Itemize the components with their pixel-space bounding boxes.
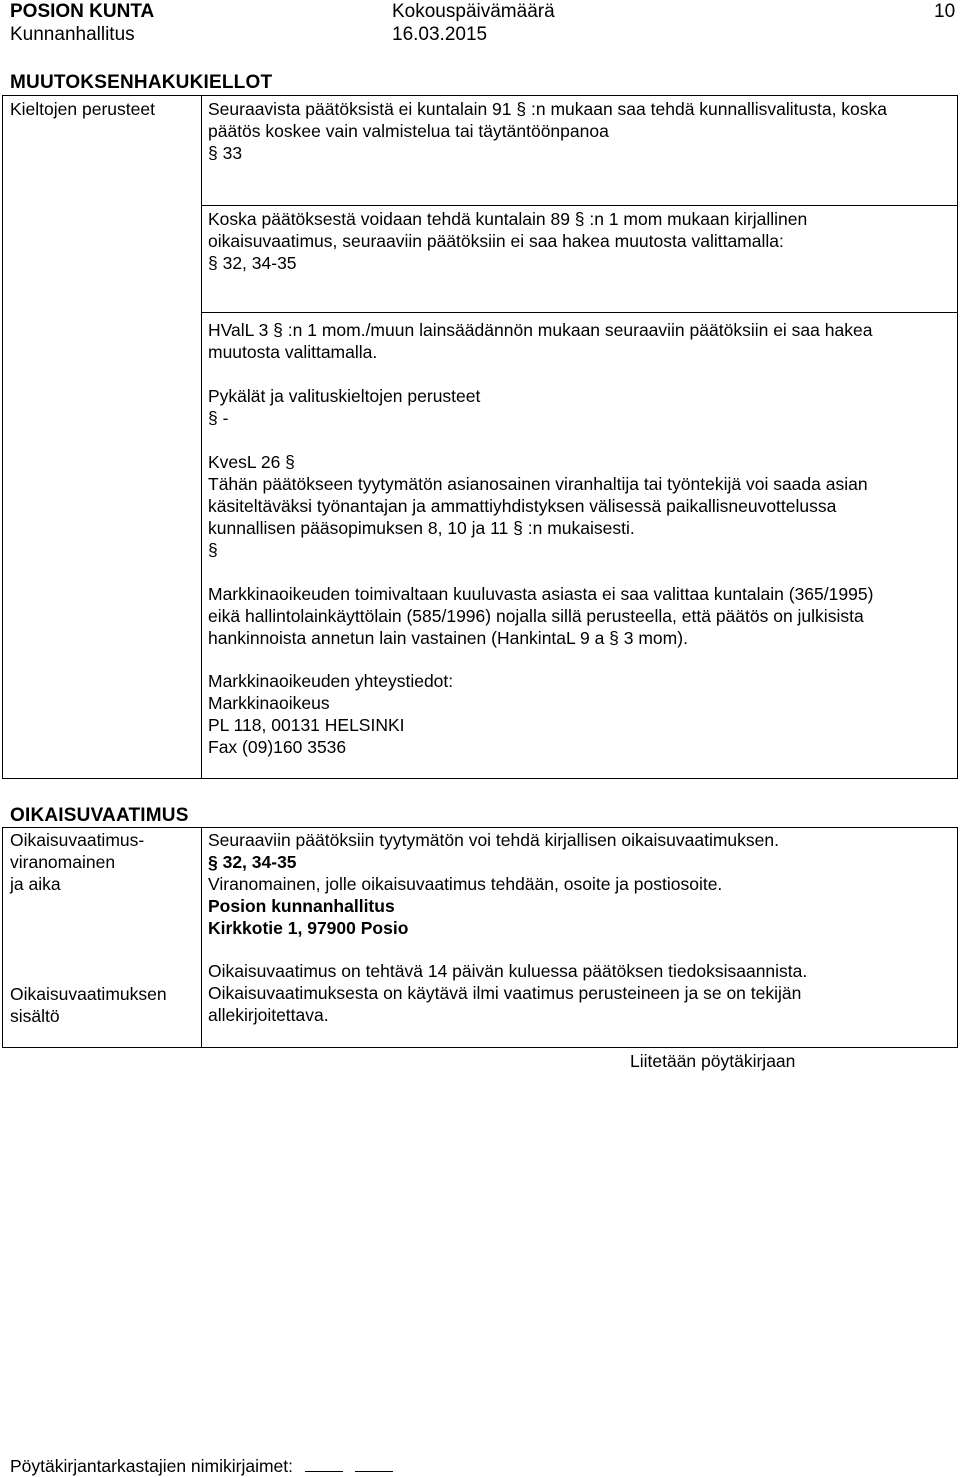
restrictions-paragraph-1: Seuraavista päätöksistä ei kuntalain 91 § :n mukaan saa tehdä kunnallisvalitusta, koska päätös koskee vain valmistelua tai täytäntöönpanoa § 33: [208, 99, 888, 163]
organization-name: POSION KUNTA: [10, 1, 155, 22]
attachment-note: Liitetään pöytäkirjaan: [630, 1051, 796, 1071]
market-court-contact: Markkinaoikeuden yhteystiedot: Markkinaoikeus PL 118, 00131 HELSINKI Fax (09)160 3536: [208, 671, 454, 757]
rectification-authority-text: Seuraaviin päätöksiin tyytymätön voi tehdä kirjallisen oikaisuvaatimuksen. § 32, 34-35 Viranomainen, jolle oikaisuvaatimus tehdään, osoite ja postiosoite. Posion kunnanhallitus Kirkkotie 1, 97900 Posio: [208, 830, 779, 938]
page-number: 10: [934, 1, 956, 22]
signature-blank-1: [305, 1457, 343, 1472]
table-divider: [201, 95, 202, 779]
appeal-restrictions-table: [2, 95, 958, 779]
restrictions-paragraph-5: Markkinaoikeuden toimivaltaan kuuluvasta asiasta ei saa valittaa kuntalain (365/1995) eikä hallintolainkäyttölain (585/1996) nojalla sillä perusteella, että päätös on julkisista hankinnoista annetun lain vastainen (HankintaL 9 a § 3 mom).: [208, 584, 874, 648]
rectification-content-label: Oikaisuvaatimuksen sisältö: [10, 984, 167, 1026]
governing-body: Kunnanhallitus: [10, 24, 135, 45]
signature-initials-row: [10, 1455, 393, 1477]
signature-label: Pöytäkirjantarkastajien nimikirjaimet:: [10, 1456, 294, 1476]
restrictions-paragraph-2: Koska päätöksestä voidaan tehdä kuntalain 89 § :n 1 mom mukaan kirjallinen oikaisuvaatimus, seuraaviin päätöksiin ei saa hakea muutosta valittamalla: § 32, 34-35: [208, 209, 808, 273]
meeting-date-label: Kokouspäivämäärä: [392, 1, 555, 22]
signature-blank-2: [355, 1457, 393, 1472]
rectification-content-text: Oikaisuvaatimus on tehtävä 14 päivän kuluessa päätöksen tiedoksisaannista. Oikaisuvaatimuksesta on käytävä ilmi vaatimus perusteineen ja se on tekijän allekirjoitettava.: [208, 961, 808, 1025]
restrictions-paragraph-3: HValL 3 § :n 1 mom./muun lainsäädännön mukaan seuraaviin päätöksiin ei saa hakea muutosta valittamalla. Pykälät ja valituskieltojen perusteet § -: [208, 320, 873, 428]
rectification-authority-label: Oikaisuvaatimus- viranomainen ja aika: [10, 830, 145, 894]
appeal-restrictions-title: MUUTOKSENHAKUKIELLOT: [10, 72, 273, 93]
restrictions-paragraph-4: KvesL 26 § Tähän päätökseen tyytymätön asianosainen viranhaltija tai työntekijä voi saada asian käsiteltäväksi työnantajan ja ammattiyhdistyksen välisessä paikallisneuvottelussa kunnallisen pääsopimuksen 8, 10 ja 11 § :n mukaisesti. §: [208, 452, 868, 560]
meeting-date: 16.03.2015: [392, 24, 488, 45]
rectification-title: OIKAISUVAATIMUS: [10, 805, 189, 826]
restrictions-basis-label: Kieltojen perusteet: [10, 99, 155, 119]
